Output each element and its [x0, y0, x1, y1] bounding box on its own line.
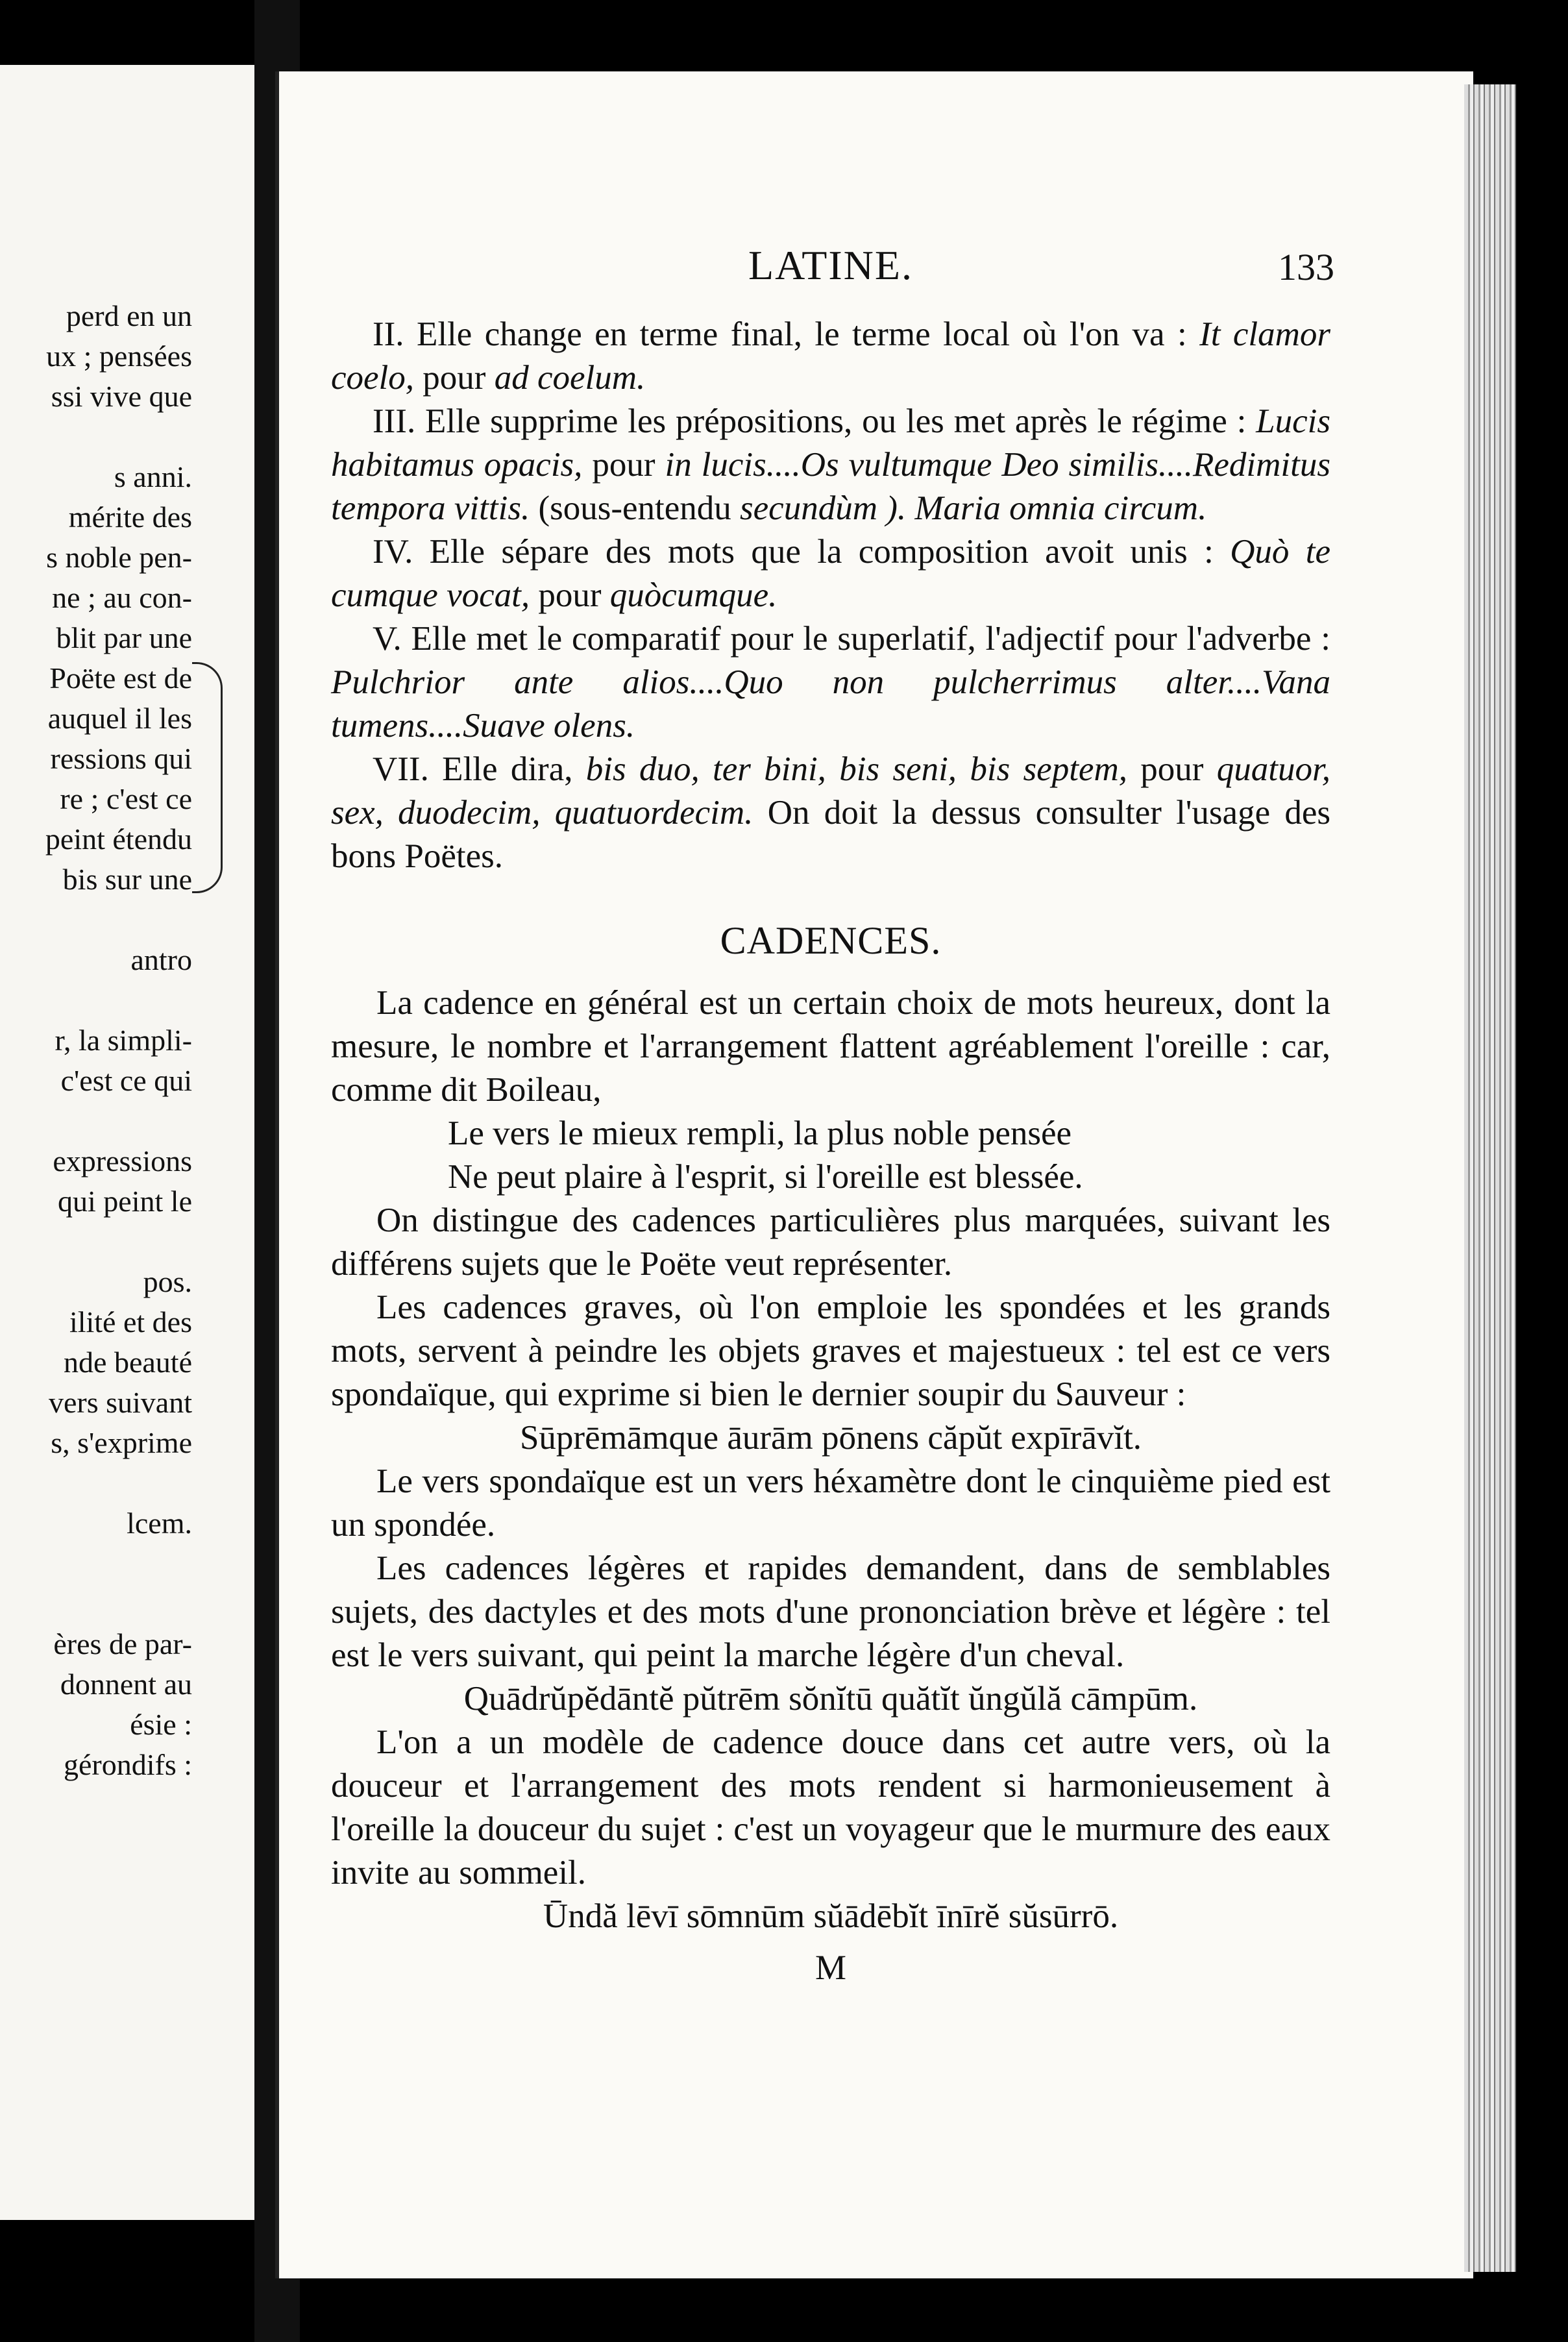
rule-iv [331, 530, 1330, 617]
left-page-line: gérondifs : [63, 1748, 192, 1781]
rule-text: Elle change en terme final, le terme local où l'on va : [404, 315, 1200, 353]
left-page-line: donnent au [60, 1668, 192, 1701]
rule-text: Elle sépare des mots que la composition avoit unis : [413, 533, 1231, 571]
left-page-line: r, la simpli- [55, 1024, 192, 1057]
verse-line: Ne peut plaire à l'esprit, si l'oreille est blessée. [448, 1158, 1083, 1196]
verse-line: Le vers le mieux rempli, la plus noble pensée [448, 1115, 1072, 1152]
left-page-line: ères de par- [53, 1627, 192, 1660]
left-page-line: mérite des [68, 500, 192, 534]
left-page-line: antro [130, 943, 192, 976]
paragraph: Les cadences légères et rapides demandent, dans de semblables sujets, des dactyles et des mots d'une prononciation brève et légère : tel est le vers suivant, qui peint la marche légère d'un cheval. [331, 1549, 1330, 1674]
latin-example: It clamor coelo, [331, 315, 1330, 397]
paragraph: Le vers spondaïque est un vers héxamètre dont le cinquième pied est un spondée. [331, 1462, 1330, 1544]
rule-vii [331, 748, 1330, 878]
rule-number: II. [373, 315, 404, 353]
latin-example: quatuor, sex, duodecim, quatuordecim. [331, 750, 1330, 832]
rule-text: pour [582, 446, 665, 484]
left-page-line: re ; c'est ce [60, 782, 192, 815]
paragraph: La cadence en général est un certain choix de mots heureux, dont la mesure, le nombre et l'arrangement flattent agréablement l'oreille : car, comme dit Boileau, [331, 984, 1330, 1109]
left-page-line: c'est ce qui [60, 1064, 192, 1097]
latin-example: Lucis habitamus opacis, [331, 402, 1330, 484]
left-page-line: ssi vive que [51, 380, 192, 413]
margin-bracket-mark [192, 662, 223, 893]
left-page-line [0, 1544, 254, 1584]
left-page-line [0, 1222, 254, 1262]
left-page-line [0, 1463, 254, 1503]
left-page-line: ésie : [130, 1708, 192, 1741]
left-page-line: s anni. [114, 460, 192, 493]
latin-example: in lucis....Os vultumque Deo similis....Redimitus tempora vittis. [331, 446, 1331, 527]
left-page-line: perd en un [66, 299, 192, 332]
rule-text: On doit la dessus consulter l'usage des bons Poëtes. [331, 794, 1331, 875]
rule-number: III. [373, 402, 416, 440]
left-page-line [0, 980, 254, 1020]
left-page-line: s, s'exprime [51, 1426, 192, 1459]
paragraph: L'on a un modèle de cadence douce dans cet autre vers, où la douceur et l'arrangement des mots rendent si harmonieusement à l'oreille la douceur du sujet : c'est un voyageur que le murmure des eaux invite au sommeil. [331, 1723, 1330, 1892]
rule-text: Elle supprime les prépositions, ou les met après le régime : [415, 402, 1256, 440]
verse-line: Ūndă lēvī sōmnūm sŭādēbĭt īnīrĕ sŭsūrrō. [543, 1897, 1119, 1935]
rule-text: pour [1127, 750, 1217, 788]
latin-example: Quò te cumque vocat, [331, 533, 1330, 614]
left-page-line: s noble pen- [46, 541, 192, 574]
left-page-line [0, 1584, 254, 1624]
left-page-line [0, 1101, 254, 1141]
left-page-line: vers suivant [48, 1386, 192, 1419]
latin-example: bis duo, ter bini, bis seni, bis septem, [585, 750, 1127, 788]
rule-text: Elle dira, [428, 750, 586, 788]
rule-number: V. [373, 620, 402, 658]
left-page-line: ressions qui [50, 742, 192, 775]
page-edge-stack [1464, 84, 1516, 2272]
left-page-line: expressions [53, 1144, 192, 1177]
paragraph: Les cadences graves, où l'on emploie les spondées et les grands mots, servent à peindre les objets graves et majestueux : tel est ce vers spondaïque, qui exprime si bien le dernier soupir du Sauveur : [331, 1288, 1330, 1413]
left-page-line: auquel il les [47, 702, 192, 735]
rule-text: pour [414, 359, 495, 397]
signature-mark: M [815, 1948, 846, 1987]
rule-number: VII. [373, 750, 429, 788]
running-title: LATINE. [748, 242, 913, 288]
verse-line: Sūprēmāmque āurām pōnens căpŭt expīrāvĭt. [519, 1419, 1142, 1457]
left-page-line: blit par une [56, 621, 192, 654]
rule-number: IV. [373, 533, 413, 571]
latin-example: secundùm ). Maria omnia circum. [740, 489, 1207, 527]
left-page-line: peint étendu [45, 822, 192, 856]
paragraph: On distingue des cadences particulières plus marquées, suivant les différens sujets que le Poëte veut représenter. [331, 1202, 1330, 1283]
section-heading: CADENCES. [720, 919, 942, 962]
left-page-line: ne ; au con- [52, 581, 192, 614]
latin-example: quòcumque. [609, 576, 778, 614]
left-page-fragment [0, 65, 254, 2220]
rule-ii [331, 313, 1330, 400]
rule-v [331, 617, 1330, 748]
left-page-line [0, 417, 254, 457]
right-page [279, 71, 1473, 2278]
left-page-line: pos. [143, 1265, 192, 1298]
left-page-line [0, 900, 254, 940]
latin-example: ad coelum. [494, 359, 646, 397]
rule-text: pour [530, 576, 610, 614]
left-page-lines [0, 296, 254, 1785]
left-page-line: ilité et des [69, 1305, 192, 1338]
left-page-line: lcem. [127, 1507, 192, 1540]
latin-example: Pulchrior ante alios....Quo non pulcherrimus alter....Vana tumens....Suave olens. [331, 663, 1330, 745]
page-header [331, 241, 1334, 313]
verse-line: Quādrŭpĕdāntĕ pŭtrēm sŏnĭtū quătĭt ŭngŭlă cāmpūm. [463, 1680, 1198, 1718]
left-page-line: Poëte est de [49, 661, 192, 695]
left-page-line: bis sur une [62, 863, 192, 896]
page-number: 133 [1278, 246, 1334, 288]
left-page-line: nde beauté [64, 1346, 192, 1379]
rule-text: (sous-entendu [530, 489, 741, 527]
page-content [331, 241, 1334, 1988]
left-page-line: qui peint le [58, 1185, 192, 1218]
rule-iii [331, 400, 1330, 530]
left-page-line: ux ; pensées [46, 339, 192, 373]
rule-text: Elle met le comparatif pour le superlatif, l'adjectif pour l'adverbe : [401, 620, 1330, 658]
